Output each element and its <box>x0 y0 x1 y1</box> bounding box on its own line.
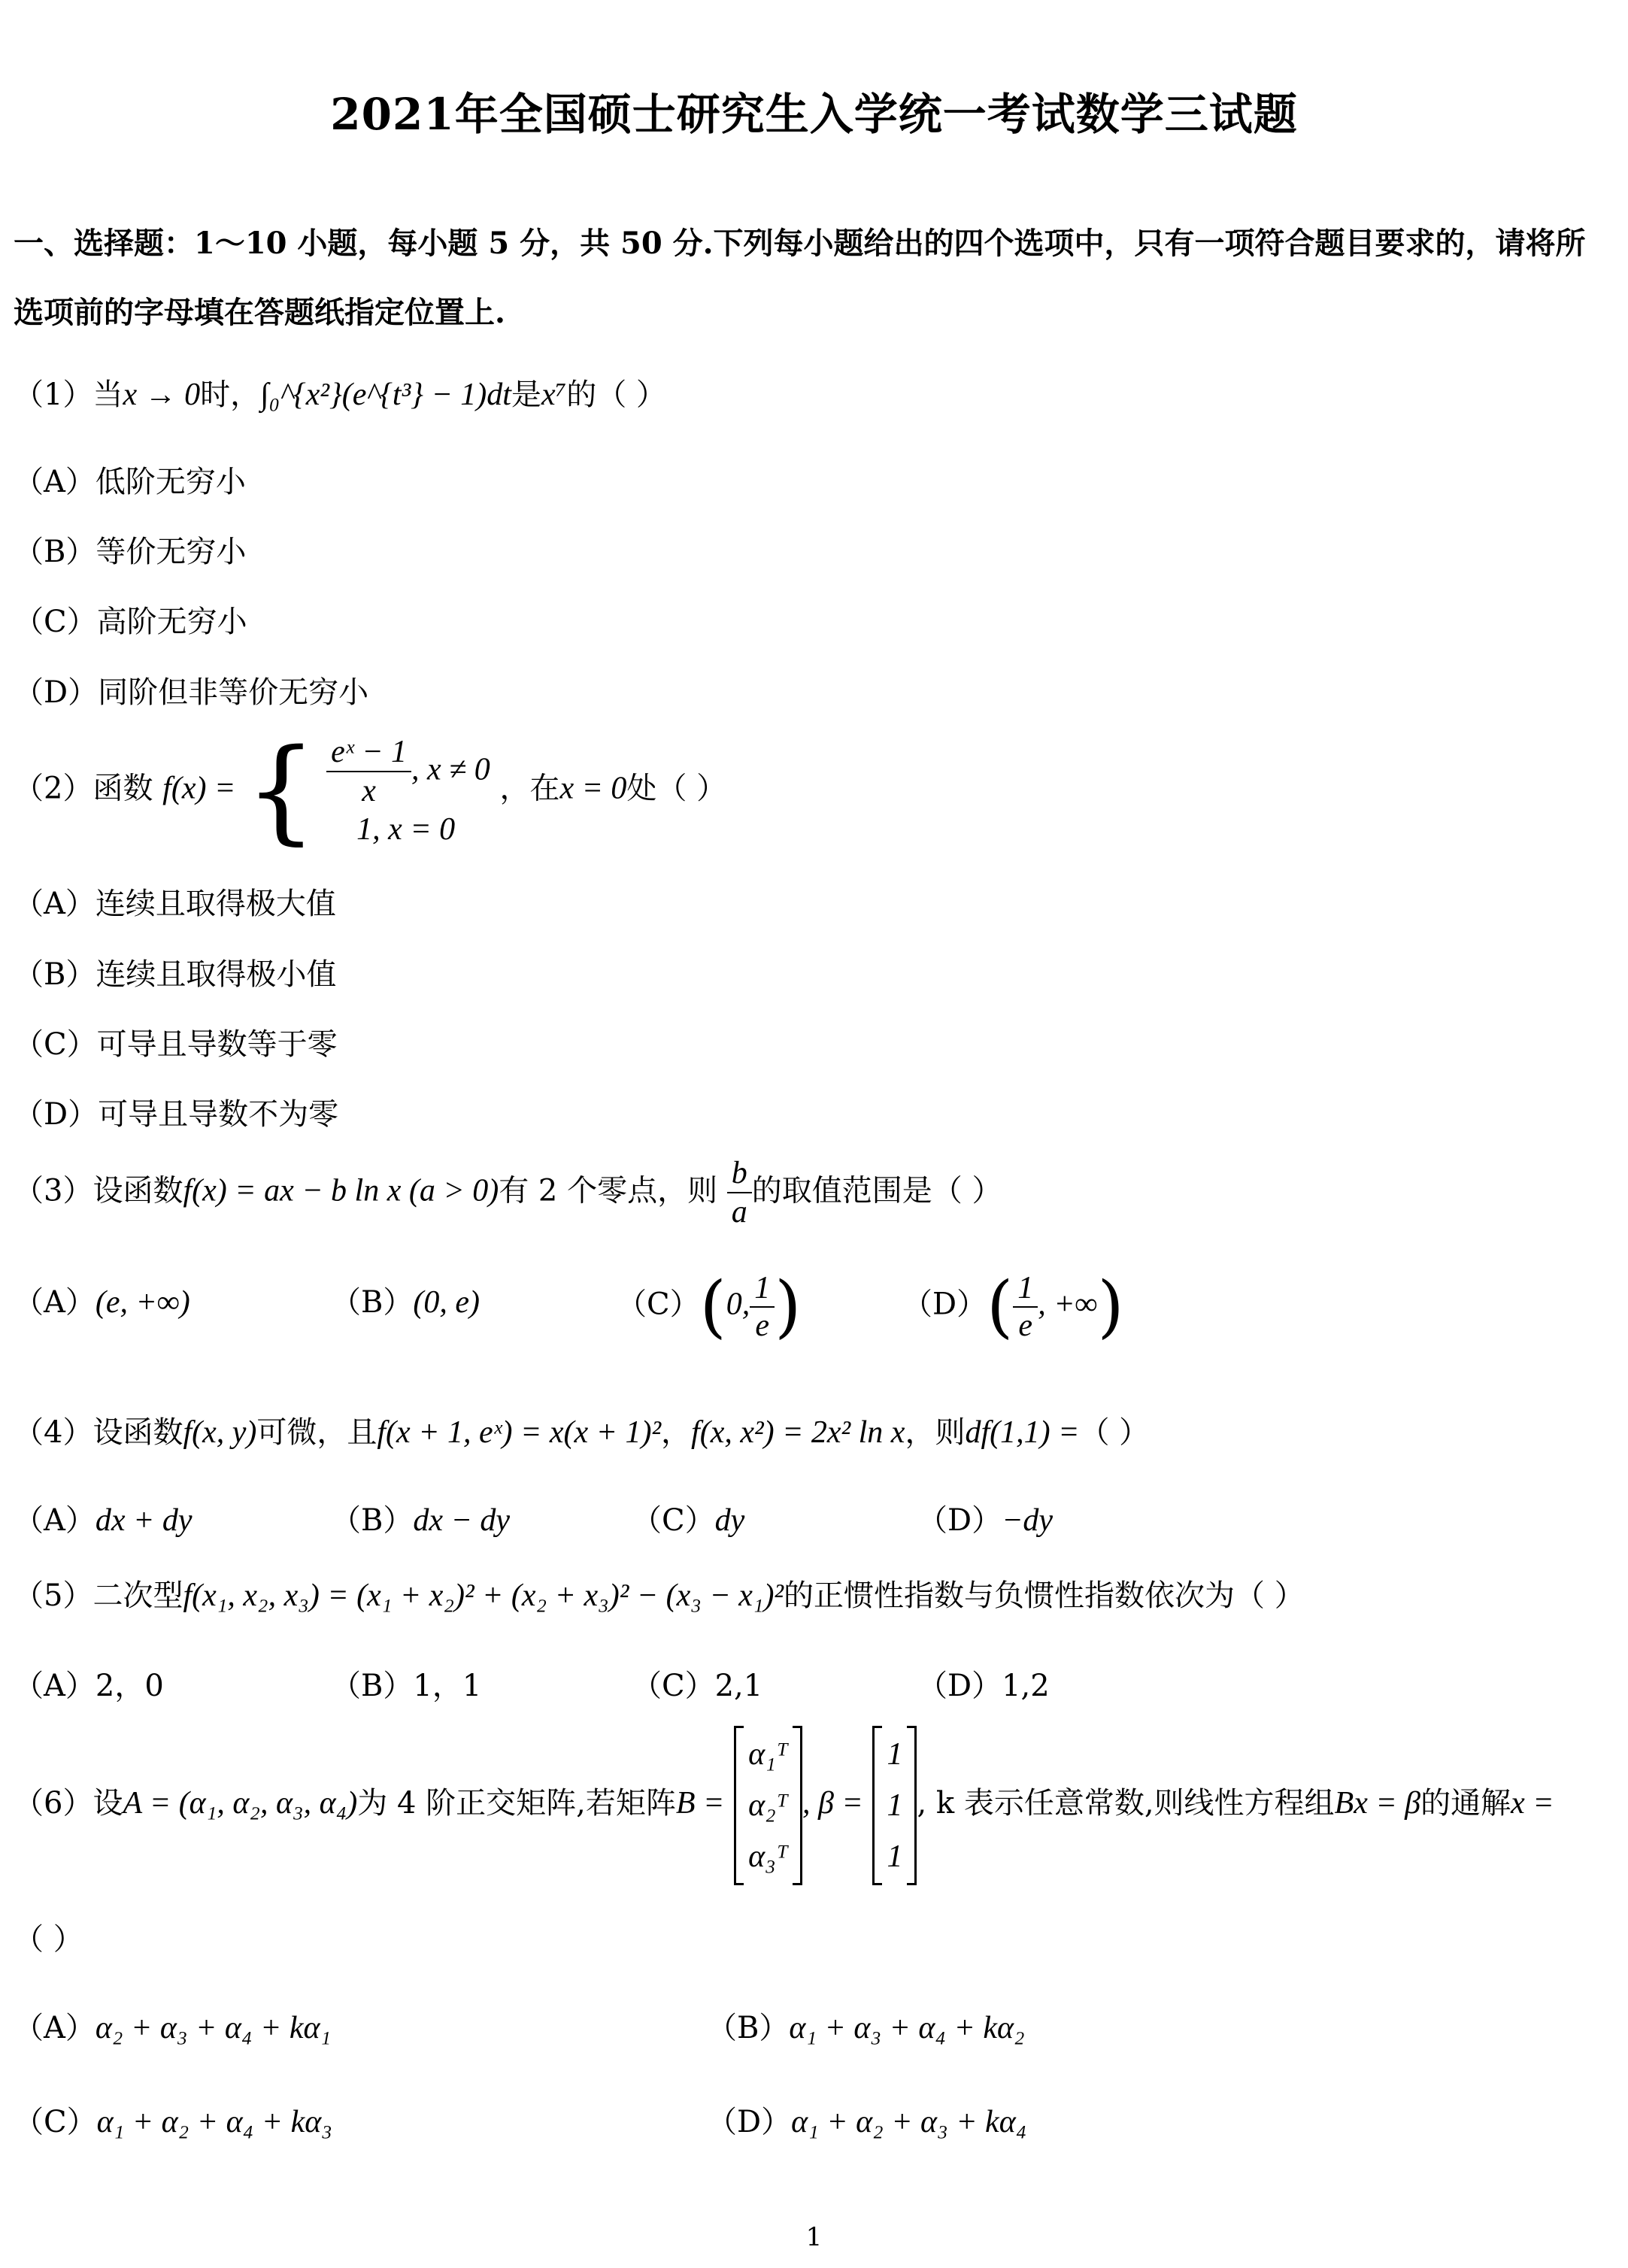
q4-mid: 可微，且 <box>256 1415 377 1450</box>
q2-prefix: （2）函数 <box>14 771 153 806</box>
q4-option-a <box>14 1496 193 1539</box>
q4-option-d-label: （D） <box>917 1503 1002 1538</box>
q3-option-d-post: , +∞ <box>1038 1287 1098 1322</box>
q6-system: Bx = β <box>1334 1786 1421 1821</box>
q4-option-d <box>917 1496 1053 1539</box>
q6-mid2: , k 表示任意常数,则线性方程组 <box>917 1786 1335 1821</box>
q3-ratio <box>727 1154 752 1232</box>
q6-option-d <box>707 2098 1026 2141</box>
q6-option-c-label: （C） <box>14 2105 97 2139</box>
q6-A: A = (α₁, α₂, α₃, α₄) <box>123 1786 358 1821</box>
q2-at: x = 0 <box>559 771 627 806</box>
q6-option-b-label: （B） <box>707 2011 790 2045</box>
q6-option-d-label: （D） <box>707 2105 792 2139</box>
q5-prefix: （5）二次型 <box>14 1578 183 1613</box>
q3-option-c-num: 1 <box>750 1270 775 1308</box>
q2-fx: f(x) = <box>162 771 236 806</box>
q2-case2: 1, x = 0 <box>356 811 456 847</box>
q6-option-a-label: （A） <box>14 2011 95 2045</box>
q2-cases <box>326 733 490 848</box>
q6-suffix: 的通解 <box>1420 1786 1511 1821</box>
q4-prefix: （4）设函数 <box>14 1415 183 1450</box>
q6-blank: （ ） <box>14 1922 83 1957</box>
q6-option-c-value: α₁ + α₂ + α₄ + kα₃ <box>96 2105 332 2139</box>
q4-suffix: （ ） <box>1079 1415 1150 1450</box>
q6-option-a <box>14 2004 331 2047</box>
q6-B: B = <box>675 1786 725 1821</box>
q5-option-c: （C）2,1 <box>632 1669 763 1703</box>
q6-beta-row2: 1 <box>887 1788 903 1823</box>
q6-option-d-value: α₁ + α₂ + α₃ + kα₄ <box>791 2105 1027 2139</box>
q3-prefix: （3）设函数 <box>14 1173 183 1208</box>
q3-option-c-den: e <box>755 1308 770 1343</box>
q4-option-c-label: （C） <box>632 1503 715 1538</box>
q3-option-c-pre: 0, <box>726 1287 750 1322</box>
q3-option-b-value: (0, e) <box>413 1285 481 1320</box>
q5-option-d: （D）1,2 <box>917 1669 1050 1703</box>
q1-option-b: （B）等价无穷小 <box>14 535 247 569</box>
q2-option-b: （B）连续且取得极小值 <box>14 957 337 992</box>
q6-B-row2: α₂ᵀ <box>748 1788 788 1823</box>
q4-option-a-label: （A） <box>14 1503 95 1538</box>
q3-option-c-frac <box>750 1270 775 1344</box>
q4-cond1: f(x + 1, eˣ) = x(x + 1)² <box>377 1415 662 1450</box>
q1-suffix: 的（ ） <box>566 377 666 412</box>
q6-prefix: （6）设 <box>14 1786 123 1821</box>
question-1-stem <box>14 376 666 414</box>
q2-option-c: （C）可导且导数等于零 <box>14 1027 338 1062</box>
q3-option-c-label: （C） <box>617 1287 700 1322</box>
q1-prefix: （1）当 <box>14 377 123 412</box>
q3-option-a-label: （A） <box>14 1285 95 1320</box>
q2-suffix: 处（ ） <box>626 771 727 806</box>
page-title: 2021年全国硕士研究生入学统一考试数学三试题 <box>330 89 1298 140</box>
question-6-stem <box>14 1726 1554 1885</box>
q3-option-d-rparen: ) <box>1097 1267 1124 1346</box>
q4-sep: ， <box>661 1415 692 1450</box>
q1-option-d: （D）同阶但非等价无穷小 <box>14 675 369 710</box>
q3-option-d-num: 1 <box>1013 1270 1038 1308</box>
q6-option-c <box>14 2098 332 2141</box>
question-4-stem <box>14 1414 1149 1451</box>
q4-f: f(x, y) <box>183 1415 257 1450</box>
q1-condition: x → 0 <box>123 377 201 412</box>
question-3-stem <box>14 1154 1002 1232</box>
q3-suffix: 的取值范围是（ ） <box>751 1173 1002 1208</box>
q2-case1-den: x <box>362 774 376 809</box>
q3-option-d-frac <box>1013 1270 1038 1344</box>
question-5-stem <box>14 1577 1305 1615</box>
page-number: 1 <box>805 2222 823 2252</box>
q4-option-a-value: dx + dy <box>95 1503 193 1538</box>
q5-option-b: （B）1，1 <box>331 1669 482 1703</box>
q1-mid2: 是 <box>511 377 541 412</box>
q1-integral: ∫₀^{x²}(e^{t³} − 1)dt <box>260 377 511 412</box>
q3-option-d-label: （D） <box>902 1287 987 1322</box>
q3-option-b-label: （B） <box>331 1285 414 1320</box>
q3-option-c-lparen: ( <box>699 1267 726 1346</box>
q1-x7: x⁷ <box>541 377 567 412</box>
q3-option-c <box>617 1267 801 1346</box>
q4-option-b <box>331 1496 510 1539</box>
q4-option-c <box>632 1496 744 1539</box>
q3-ratio-num: b <box>727 1154 752 1193</box>
q3-expr: f(x) = ax − b ln x (a > 0) <box>183 1173 499 1208</box>
q4-mid2: ，则 <box>905 1415 966 1450</box>
q3-option-b <box>331 1278 480 1321</box>
q3-ratio-den: a <box>731 1195 747 1230</box>
q6-beta-row3: 1 <box>887 1839 903 1874</box>
q3-option-d-den: e <box>1018 1308 1033 1343</box>
q4-option-c-value: dy <box>714 1503 745 1538</box>
q2-mid: ，在 <box>499 771 560 806</box>
q4-target: df(1,1) = <box>965 1415 1080 1450</box>
q1-option-c: （C）高阶无穷小 <box>14 605 247 639</box>
question-2-stem <box>14 725 727 857</box>
q6-matrix-B <box>734 1726 802 1885</box>
q6-beta: , β = <box>802 1786 863 1821</box>
q4-cond2: f(x, x²) = 2x² ln x <box>691 1415 905 1450</box>
q5-suffix: 的正惯性指数与负惯性指数依次为（ ） <box>784 1578 1305 1613</box>
q2-case1-cond: , x ≠ 0 <box>411 752 490 787</box>
section-instruction-line2: 选项前的字母填在答题纸指定位置上. <box>14 295 505 330</box>
q2-option-a: （A）连续且取得极大值 <box>14 887 336 921</box>
q1-mid: 时， <box>200 377 261 412</box>
q1-option-a: （A）低阶无穷小 <box>14 465 246 499</box>
q4-option-d-value: −dy <box>1002 1503 1054 1538</box>
section-instruction-line1: 一、选择题：1～10 小题，每小题 5 分，共 50 分.下列每小题给出的四个选项中，只有一项符合题目要求的，请将所 <box>14 226 1586 261</box>
q2-option-d: （D）可导且导数不为零 <box>14 1097 339 1132</box>
q4-option-b-label: （B） <box>331 1503 414 1538</box>
q6-option-b-value: α₁ + α₃ + α₄ + kα₂ <box>789 2011 1025 2045</box>
q3-option-c-rparen: ) <box>775 1267 802 1346</box>
q2-case1 <box>326 733 490 811</box>
q2-case1-frac <box>326 733 411 811</box>
q6-mid: 为 4 阶正交矩阵,若矩阵 <box>357 1786 676 1821</box>
q6-option-b <box>707 2004 1025 2047</box>
q6-beta-row1: 1 <box>887 1737 903 1772</box>
q3-option-d-lparen: ( <box>987 1267 1014 1346</box>
q5-expr: f(x₁, x₂, x₃) = (x₁ + x₂)² + (x₂ + x₃)² − (x₃ − x₁)² <box>183 1578 784 1613</box>
q6-x: x = <box>1511 1786 1554 1821</box>
q3-option-a <box>14 1278 190 1321</box>
q2-brace: { <box>245 725 317 857</box>
q2-case1-num: eˣ − 1 <box>326 733 411 772</box>
q3-option-a-value: (e, +∞) <box>95 1285 190 1320</box>
q3-mid: 有 2 个零点，则 <box>499 1173 718 1208</box>
q6-B-row3: α₃ᵀ <box>748 1839 788 1874</box>
q3-option-d <box>902 1267 1124 1346</box>
q6-option-a-value: α₂ + α₃ + α₄ + kα₁ <box>95 2011 332 2045</box>
q6-vector-beta <box>872 1726 917 1885</box>
q5-option-a: （A）2，0 <box>14 1669 164 1703</box>
q6-B-row1: α₁ᵀ <box>748 1737 788 1772</box>
q4-option-b-value: dx − dy <box>413 1503 511 1538</box>
